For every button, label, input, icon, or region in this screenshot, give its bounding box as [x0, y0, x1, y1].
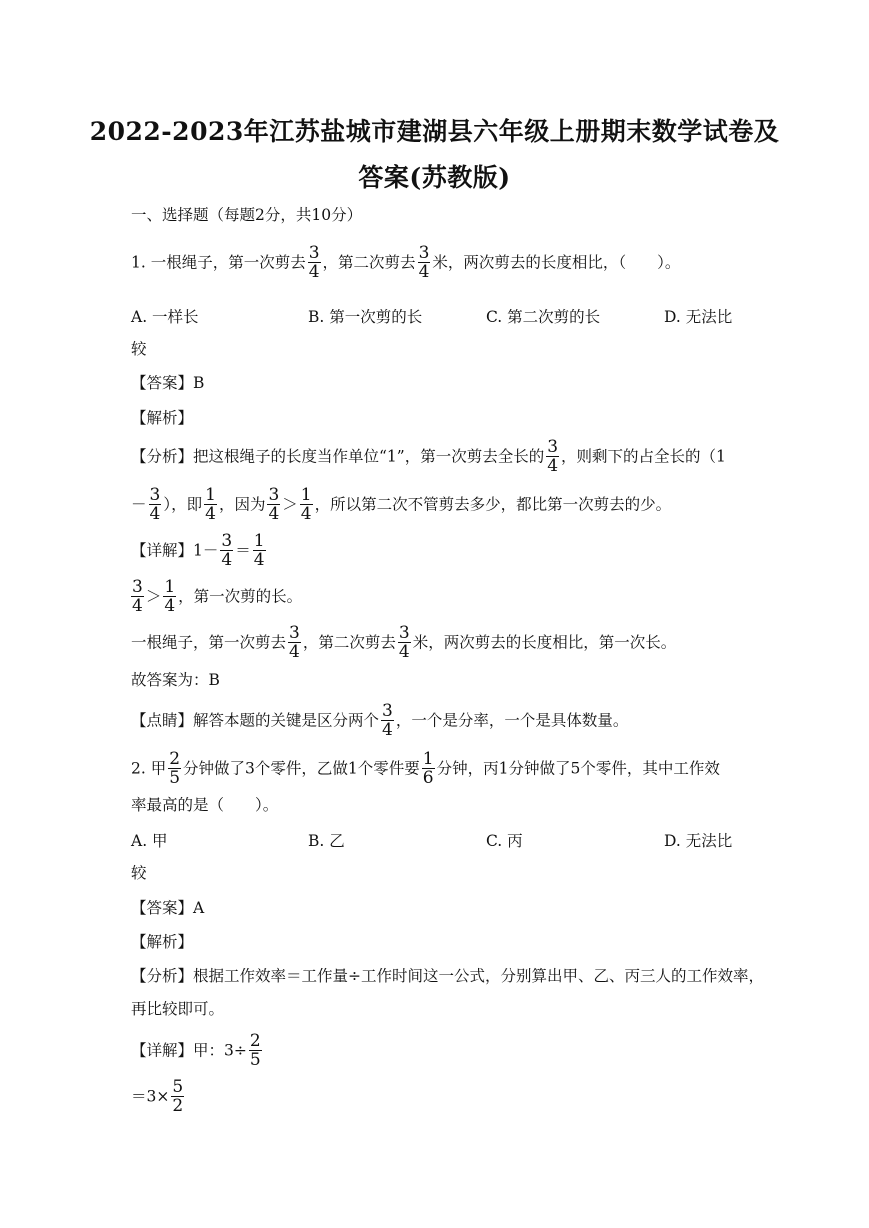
fraction: $\frac{2}{5}$ [249, 1031, 261, 1070]
q1-jiexi-label: 【解析】 [131, 409, 194, 427]
fraction: $\frac{5}{2}$ [172, 1077, 184, 1116]
q1-option-c: C. 第二次剪的长 [486, 308, 601, 326]
fraction: $\frac{3}{4}$ [308, 243, 320, 282]
fraction: $\frac{3}{4}$ [398, 623, 410, 662]
q2-analysis-line1: 【分析】根据工作效率＝工作量÷工作时间这一公式，分别算出甲、乙、丙三人的工作效率， [131, 967, 764, 985]
fraction: $\frac{3}{4}$ [547, 437, 559, 476]
fraction: $\frac{3}{4}$ [132, 577, 143, 616]
section-heading: 一、选择题（每题2分，共10分） [131, 206, 363, 224]
q2-detail: 【详解】甲：3÷ $\frac{2}{5}$ [131, 1031, 261, 1070]
fraction: $\frac{3}{4}$ [221, 531, 233, 570]
q1-final-answer: 故答案为：B [131, 671, 220, 689]
q1-option-d-continued: 较 [131, 340, 147, 358]
q2-answer: 【答案】A [131, 899, 205, 917]
q2-option-a: A. 甲 [131, 832, 168, 850]
fraction: $\frac{3}{4}$ [418, 243, 430, 282]
fraction: $\frac{3}{4}$ [149, 485, 161, 524]
q1-comparison: $\frac{3}{4}$ ＞ $\frac{1}{4}$ ，第一次剪的长。 [132, 577, 303, 616]
q1-key-point: 【点睛】解答本题的关键是区分两个 $\frac{3}{4}$ ，一个是分率，一个是具体数量。 [131, 701, 629, 740]
q2-jiexi-label: 【解析】 [131, 933, 194, 951]
q2-step: ＝3× $\frac{5}{2}$ [131, 1077, 184, 1116]
fraction: $\frac{3}{4}$ [289, 623, 300, 662]
fraction: $\frac{1}{4}$ [300, 485, 312, 524]
q2-option-d: D. 无法比 [664, 832, 733, 850]
question-2-continued: 率最高的是（ ）。 [131, 796, 279, 814]
q1-option-d: D. 无法比 [664, 308, 733, 326]
fraction: $\frac{1}{6}$ [422, 749, 434, 788]
q2-option-c: C. 丙 [486, 832, 523, 850]
fraction: $\frac{1}{4}$ [253, 531, 265, 570]
q1-analysis-line2: － $\frac{3}{4}$ ），即 $\frac{1}{4}$ ，因为 $\frac{3}{4}$ ＞ $\frac{1}{4}$ ，所以第二次不管剪去多少，都比第一次剪去的少。 [131, 485, 672, 524]
q1-option-a: A. 一样长 [131, 308, 199, 326]
q1-analysis-line1: 【分析】把这根绳子的长度当作单位“1”，第一次剪去全长的 $\frac{3}{4}$ ，则剩下的占全长的（1 [131, 437, 726, 476]
document-title-line2: 答案(苏教版) [358, 163, 511, 192]
q1-option-b: B. 第一次剪的长 [308, 308, 423, 326]
q1-answer: 【答案】B [131, 374, 205, 392]
question-2: 2. 甲 $\frac{2}{5}$ 分钟做了3个零件，乙做1个零件要 $\frac{1}{6}$ 分钟，丙1分钟做了5个零件，其中工作效 [131, 749, 720, 788]
fraction: $\frac{3}{4}$ [268, 485, 280, 524]
document-title-line1: 2022-2023年江苏盐城市建湖县六年级上册期末数学试卷及 [89, 117, 780, 146]
fraction: $\frac{1}{4}$ [164, 577, 176, 616]
q2-analysis-line2: 再比较即可。 [131, 1000, 225, 1018]
question-1: 1. 一根绳子，第一次剪去 $\frac{3}{4}$ ，第二次剪去 $\frac{3}{4}$ 米，两次剪去的长度相比，（ ）。 [131, 243, 681, 282]
fraction: $\frac{1}{4}$ [205, 485, 216, 524]
fraction: $\frac{3}{4}$ [382, 701, 393, 740]
q1-restatement: 一根绳子，第一次剪去 $\frac{3}{4}$ ，第二次剪去 $\frac{3}{4}$ 米，两次剪去的长度相比，第一次长。 [131, 623, 677, 662]
fraction: $\frac{2}{5}$ [169, 749, 181, 788]
q1-detail: 【详解】1－ $\frac{3}{4}$ ＝ $\frac{1}{4}$ [131, 531, 265, 570]
q2-option-b: B. 乙 [308, 832, 345, 850]
q2-option-d-continued: 较 [131, 864, 147, 882]
